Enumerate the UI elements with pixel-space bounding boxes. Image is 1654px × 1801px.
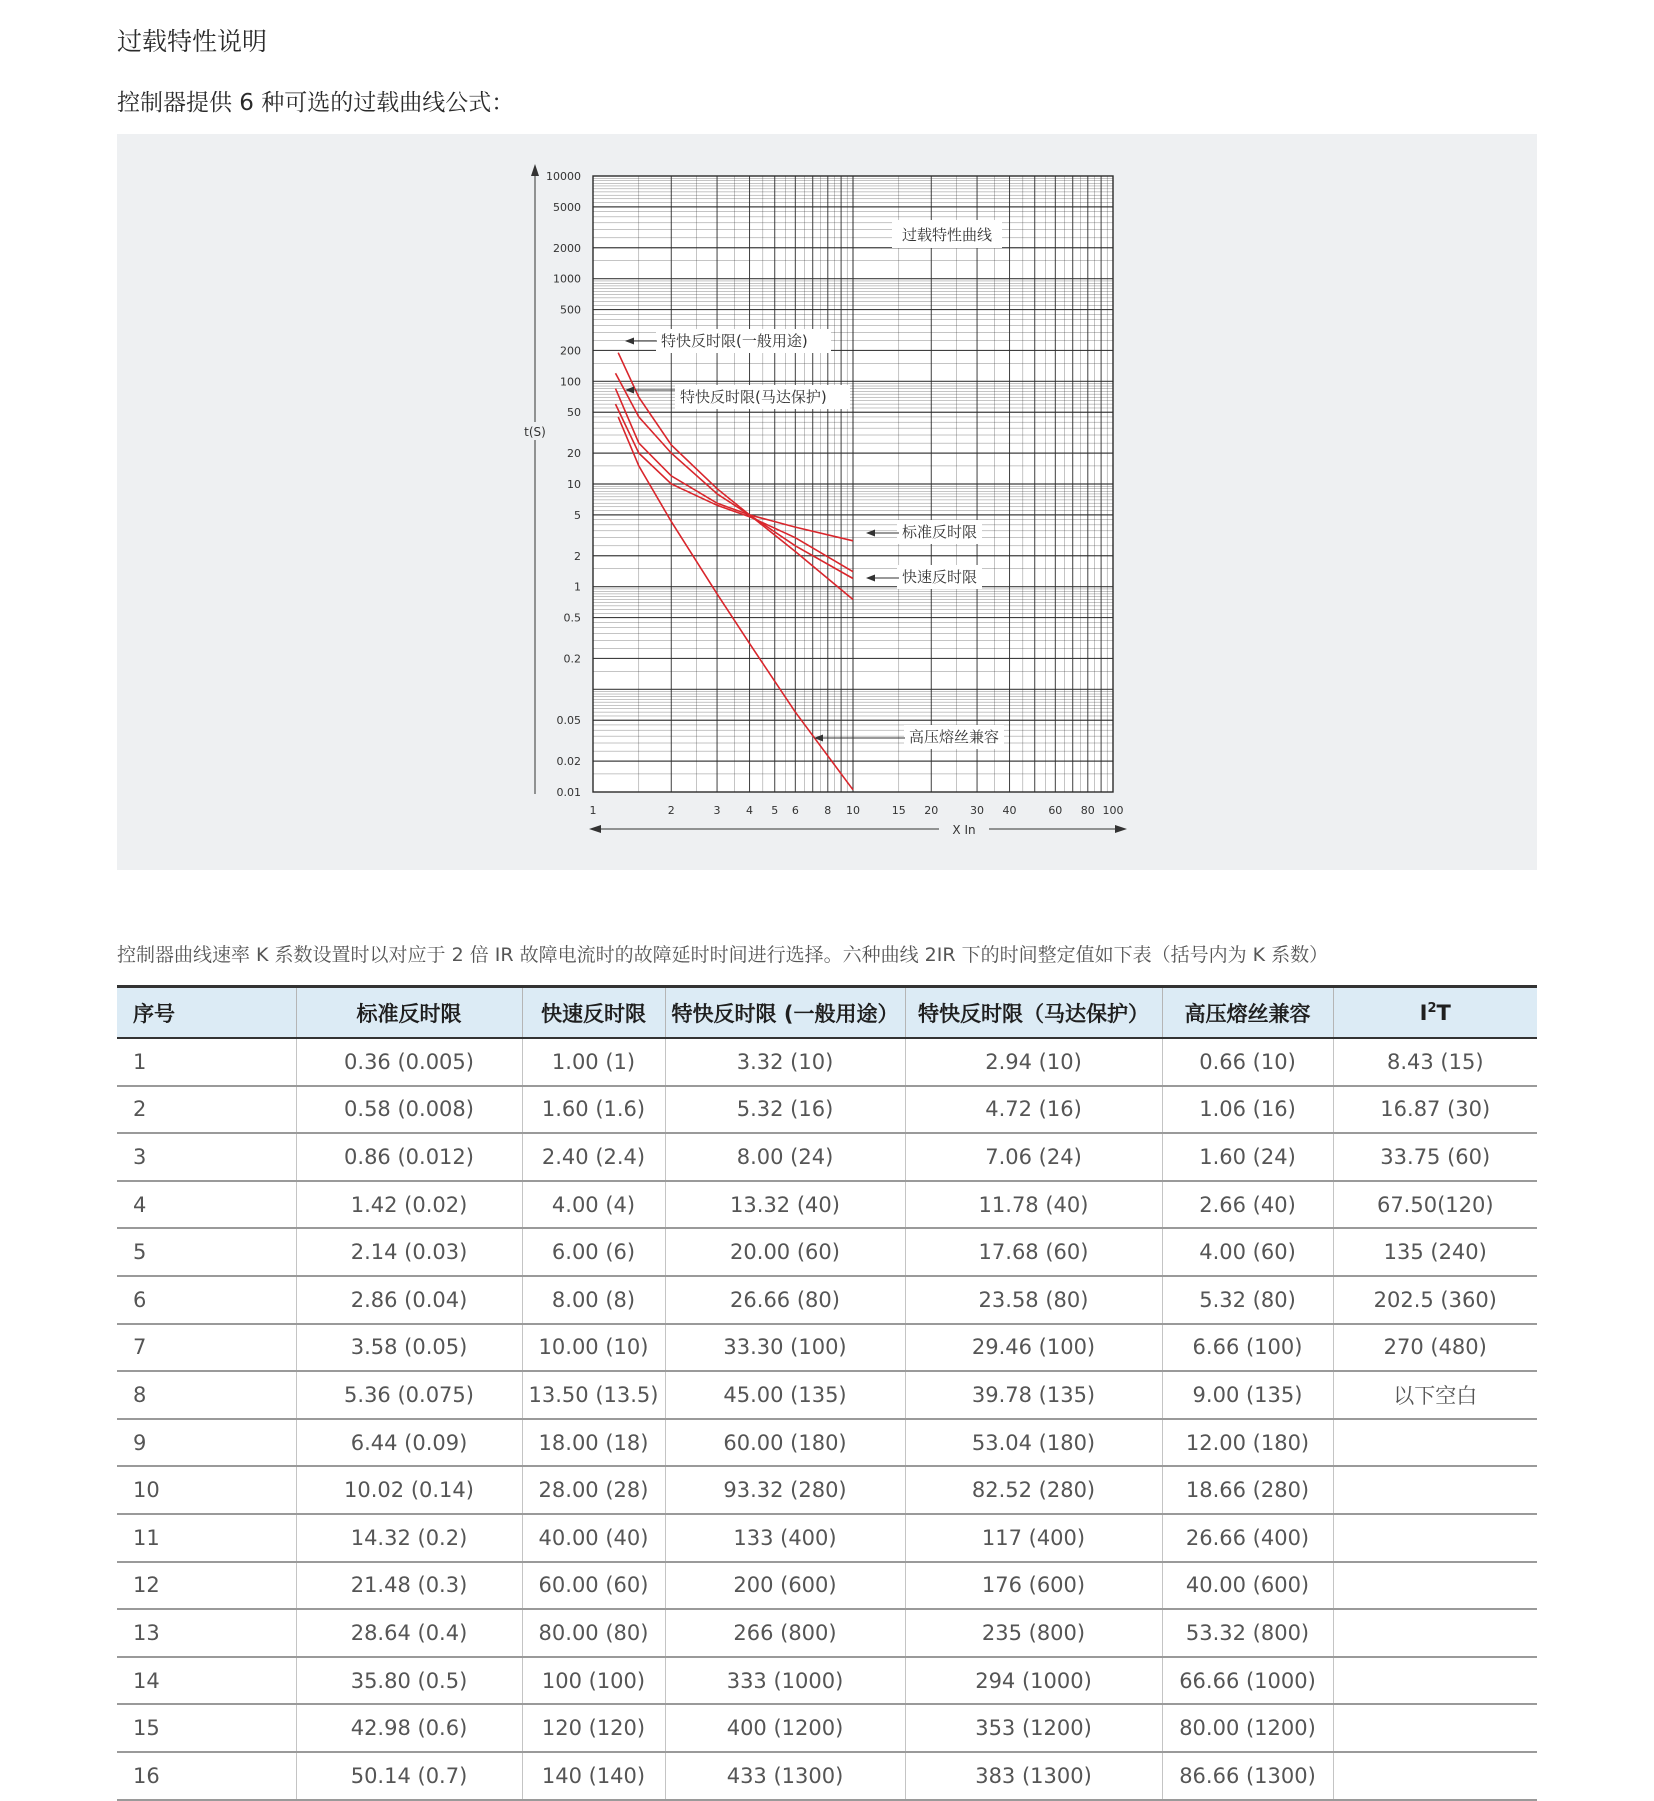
cell-very-fast-general: 333 (1000)	[665, 1657, 905, 1705]
table-row	[117, 1228, 1537, 1276]
cell-index: 13	[117, 1609, 296, 1657]
cell-standard: 42.98 (0.6)	[296, 1704, 522, 1752]
x-tick-label: 30	[970, 804, 985, 817]
y-tick-label: 10	[567, 478, 581, 491]
y-tick-label: 2	[574, 549, 581, 563]
cell-standard: 35.80 (0.5)	[296, 1657, 522, 1705]
cell-standard: 2.86 (0.04)	[296, 1276, 522, 1324]
cell-i2t	[1333, 1562, 1537, 1610]
cell-standard: 0.58 (0.008)	[296, 1086, 522, 1134]
x-tick-label: 8	[824, 804, 832, 817]
x-tick-label: 5	[771, 804, 779, 817]
cell-fast: 28.00 (28)	[522, 1466, 665, 1514]
x-axis-label: X In	[952, 823, 976, 837]
cell-index: 6	[117, 1276, 296, 1324]
chart-panel	[117, 134, 1537, 870]
col-header-index: 序号	[117, 987, 296, 1039]
cell-hv-fuse: 26.66 (400)	[1162, 1514, 1333, 1562]
cell-very-fast-general: 60.00 (180)	[665, 1419, 905, 1467]
cell-i2t	[1333, 1466, 1537, 1514]
table-row	[117, 1038, 1537, 1086]
cell-very-fast-general: 13.32 (40)	[665, 1181, 905, 1229]
cell-i2t	[1333, 1609, 1537, 1657]
cell-very-fast-motor: 176 (600)	[905, 1562, 1162, 1610]
table-row	[117, 1371, 1537, 1419]
y-axis-arrow	[531, 164, 539, 176]
cell-fast: 13.50 (13.5)	[522, 1371, 665, 1419]
cell-standard: 6.44 (0.09)	[296, 1419, 522, 1467]
cell-very-fast-general: 93.32 (280)	[665, 1466, 905, 1514]
table-row	[117, 1657, 1537, 1705]
cell-hv-fuse: 1.60 (24)	[1162, 1133, 1333, 1181]
x-tick-label: 3	[713, 804, 721, 817]
cell-very-fast-motor: 235 (800)	[905, 1609, 1162, 1657]
cell-standard: 50.14 (0.7)	[296, 1752, 522, 1800]
cell-very-fast-motor: 4.72 (16)	[905, 1086, 1162, 1134]
x-axis-arrow-right	[1115, 825, 1127, 833]
y-tick-label: 1000	[553, 272, 581, 286]
y-tick-label: 20	[567, 447, 581, 461]
cell-very-fast-general: 45.00 (135)	[665, 1371, 905, 1419]
cell-index: 10	[117, 1466, 296, 1514]
cell-very-fast-general: 400 (1200)	[665, 1704, 905, 1752]
cell-i2t: 33.75 (60)	[1333, 1133, 1537, 1181]
x-tick-label: 40	[1002, 804, 1017, 817]
cell-fast: 80.00 (80)	[522, 1609, 665, 1657]
y-tick-label: 5000	[553, 200, 581, 214]
cell-i2t: 8.43 (15)	[1333, 1038, 1537, 1086]
overload-curve-chart	[117, 134, 1537, 870]
y-tick-label: 50	[567, 406, 581, 420]
x-tick-label: 100	[1102, 804, 1124, 817]
y-axis-label: t(S)	[524, 425, 546, 439]
table-row	[117, 1514, 1537, 1562]
y-tick-label: 0.05	[556, 714, 581, 728]
cell-very-fast-general: 33.30 (100)	[665, 1324, 905, 1372]
table-row	[117, 1276, 1537, 1324]
cell-very-fast-general: 133 (400)	[665, 1514, 905, 1562]
cell-very-fast-motor: 29.46 (100)	[905, 1324, 1162, 1372]
cell-hv-fuse: 40.00 (600)	[1162, 1562, 1333, 1610]
cell-fast: 120 (120)	[522, 1704, 665, 1752]
cell-i2t: 67.50(120)	[1333, 1181, 1537, 1229]
cell-standard: 0.36 (0.005)	[296, 1038, 522, 1086]
cell-index: 11	[117, 1514, 296, 1562]
cell-index: 9	[117, 1419, 296, 1467]
cell-i2t: 以下空白	[1333, 1371, 1537, 1419]
cell-index: 8	[117, 1371, 296, 1419]
cell-index: 7	[117, 1324, 296, 1372]
cell-very-fast-general: 20.00 (60)	[665, 1228, 905, 1276]
cell-index: 3	[117, 1133, 296, 1181]
table-row	[117, 1562, 1537, 1610]
cell-very-fast-general: 433 (1300)	[665, 1752, 905, 1800]
page-title: 过载特性说明	[117, 27, 268, 56]
y-tick-label: 500	[560, 303, 581, 317]
cell-hv-fuse: 53.32 (800)	[1162, 1609, 1333, 1657]
cell-very-fast-general: 200 (600)	[665, 1562, 905, 1610]
y-tick-label: 0.02	[556, 755, 581, 769]
cell-fast: 40.00 (40)	[522, 1514, 665, 1562]
cell-fast: 8.00 (8)	[522, 1276, 665, 1324]
table-header-row	[117, 987, 1537, 1039]
cell-index: 16	[117, 1752, 296, 1800]
cell-hv-fuse: 4.00 (60)	[1162, 1228, 1333, 1276]
cell-index: 5	[117, 1228, 296, 1276]
cell-very-fast-general: 5.32 (16)	[665, 1086, 905, 1134]
cell-fast: 1.00 (1)	[522, 1038, 665, 1086]
cell-i2t	[1333, 1419, 1537, 1467]
x-tick-label: 2	[667, 804, 675, 817]
x-tick-label: 80	[1080, 804, 1095, 817]
cell-standard: 21.48 (0.3)	[296, 1562, 522, 1610]
y-tick-label: 2000	[553, 241, 581, 255]
y-tick-label: 0.5	[563, 611, 581, 625]
cell-standard: 2.14 (0.03)	[296, 1228, 522, 1276]
cell-fast: 140 (140)	[522, 1752, 665, 1800]
table-row	[117, 1609, 1537, 1657]
table-row	[117, 1466, 1537, 1514]
page-subtitle: 控制器提供 6 种可选的过载曲线公式：	[117, 90, 515, 116]
col-header-very-fast-motor: 特快反时限（马达保护）	[905, 987, 1162, 1039]
cell-very-fast-motor: 11.78 (40)	[905, 1181, 1162, 1229]
cell-hv-fuse: 0.66 (10)	[1162, 1038, 1333, 1086]
cell-hv-fuse: 6.66 (100)	[1162, 1324, 1333, 1372]
annotation-label: 高压熔丝兼容	[909, 728, 1000, 746]
cell-fast: 1.60 (1.6)	[522, 1086, 665, 1134]
cell-hv-fuse: 2.66 (40)	[1162, 1181, 1333, 1229]
table-row	[117, 1324, 1537, 1372]
cell-hv-fuse: 80.00 (1200)	[1162, 1704, 1333, 1752]
cell-very-fast-motor: 53.04 (180)	[905, 1419, 1162, 1467]
cell-very-fast-motor: 17.68 (60)	[905, 1228, 1162, 1276]
cell-standard: 3.58 (0.05)	[296, 1324, 522, 1372]
cell-very-fast-general: 8.00 (24)	[665, 1133, 905, 1181]
cell-standard: 28.64 (0.4)	[296, 1609, 522, 1657]
cell-very-fast-general: 26.66 (80)	[665, 1276, 905, 1324]
annotation-label: 特快反时限(马达保护)	[680, 388, 827, 406]
cell-standard: 1.42 (0.02)	[296, 1181, 522, 1229]
cell-fast: 100 (100)	[522, 1657, 665, 1705]
cell-hv-fuse: 86.66 (1300)	[1162, 1752, 1333, 1800]
y-tick-label: 100	[560, 375, 581, 389]
cell-hv-fuse: 12.00 (180)	[1162, 1419, 1333, 1467]
cell-i2t	[1333, 1752, 1537, 1800]
y-tick-label: 200	[560, 344, 581, 358]
x-tick-label: 4	[746, 804, 754, 817]
cell-hv-fuse: 5.32 (80)	[1162, 1276, 1333, 1324]
cell-index: 1	[117, 1038, 296, 1086]
cell-index: 4	[117, 1181, 296, 1229]
cell-i2t	[1333, 1514, 1537, 1562]
col-header-standard: 标准反时限	[296, 987, 522, 1039]
cell-i2t: 202.5 (360)	[1333, 1276, 1537, 1324]
y-tick-label: 10000	[546, 170, 581, 183]
cell-very-fast-motor: 383 (1300)	[905, 1752, 1162, 1800]
table-row	[117, 1086, 1537, 1134]
cell-very-fast-motor: 294 (1000)	[905, 1657, 1162, 1705]
cell-fast: 4.00 (4)	[522, 1181, 665, 1229]
cell-fast: 18.00 (18)	[522, 1419, 665, 1467]
y-tick-label: 0.01	[556, 786, 581, 799]
cell-fast: 6.00 (6)	[522, 1228, 665, 1276]
cell-hv-fuse: 66.66 (1000)	[1162, 1657, 1333, 1705]
cell-standard: 14.32 (0.2)	[296, 1514, 522, 1562]
cell-very-fast-motor: 39.78 (135)	[905, 1371, 1162, 1419]
col-header-very-fast-general: 特快反时限 (一般用途）	[665, 987, 905, 1039]
x-tick-label: 6	[791, 804, 799, 817]
cell-very-fast-motor: 353 (1200)	[905, 1704, 1162, 1752]
cell-very-fast-motor: 7.06 (24)	[905, 1133, 1162, 1181]
x-tick-label: 20	[924, 804, 939, 817]
table-row	[117, 1133, 1537, 1181]
cell-very-fast-general: 3.32 (10)	[665, 1038, 905, 1086]
cell-hv-fuse: 1.06 (16)	[1162, 1086, 1333, 1134]
cell-index: 15	[117, 1704, 296, 1752]
table-row	[117, 1419, 1537, 1467]
col-header-i2t: $I^2T$	[1333, 987, 1537, 1039]
k-factor-table	[117, 985, 1537, 1801]
col-header-hv-fuse: 高压熔丝兼容	[1162, 987, 1333, 1039]
y-tick-label: 1	[574, 580, 581, 594]
cell-fast: 2.40 (2.4)	[522, 1133, 665, 1181]
cell-very-fast-motor: 23.58 (80)	[905, 1276, 1162, 1324]
cell-very-fast-motor: 117 (400)	[905, 1514, 1162, 1562]
table-row	[117, 1704, 1537, 1752]
chart-title: 过载特性曲线	[901, 226, 993, 244]
y-tick-label: 0.2	[563, 652, 581, 666]
table-row	[117, 1181, 1537, 1229]
cell-standard: 5.36 (0.075)	[296, 1371, 522, 1419]
annotation-label: 快速反时限	[902, 568, 978, 586]
annotation-label: 特快反时限(一般用途)	[661, 332, 808, 350]
cell-very-fast-motor: 82.52 (280)	[905, 1466, 1162, 1514]
table-row	[117, 1752, 1537, 1800]
k-factor-note: 控制器曲线速率 K 系数设置时以对应于 2 倍 IR 故障电流时的故障延时时间进行选择。六种曲线 2IR 下的时间整定值如下表（括号内为 K 系数）	[117, 944, 1329, 966]
cell-fast: 10.00 (10)	[522, 1324, 665, 1372]
cell-index: 2	[117, 1086, 296, 1134]
cell-i2t	[1333, 1657, 1537, 1705]
x-axis-arrow-left	[589, 825, 601, 833]
cell-i2t: 270 (480)	[1333, 1324, 1537, 1372]
x-tick-label: 60	[1048, 804, 1063, 817]
x-tick-label: 15	[891, 804, 906, 817]
cell-fast: 60.00 (60)	[522, 1562, 665, 1610]
cell-very-fast-motor: 2.94 (10)	[905, 1038, 1162, 1086]
cell-i2t	[1333, 1704, 1537, 1752]
cell-index: 12	[117, 1562, 296, 1610]
cell-hv-fuse: 18.66 (280)	[1162, 1466, 1333, 1514]
y-tick-label: 5	[574, 508, 581, 522]
annotation-label: 标准反时限	[902, 523, 978, 541]
cell-standard: 10.02 (0.14)	[296, 1466, 522, 1514]
cell-index: 14	[117, 1657, 296, 1705]
cell-very-fast-general: 266 (800)	[665, 1609, 905, 1657]
x-tick-label: 1	[589, 804, 597, 817]
col-header-fast: 快速反时限	[522, 987, 665, 1039]
cell-i2t: 135 (240)	[1333, 1228, 1537, 1276]
cell-hv-fuse: 9.00 (135)	[1162, 1371, 1333, 1419]
cell-i2t: 16.87 (30)	[1333, 1086, 1537, 1134]
cell-standard: 0.86 (0.012)	[296, 1133, 522, 1181]
x-tick-label: 10	[846, 804, 860, 817]
